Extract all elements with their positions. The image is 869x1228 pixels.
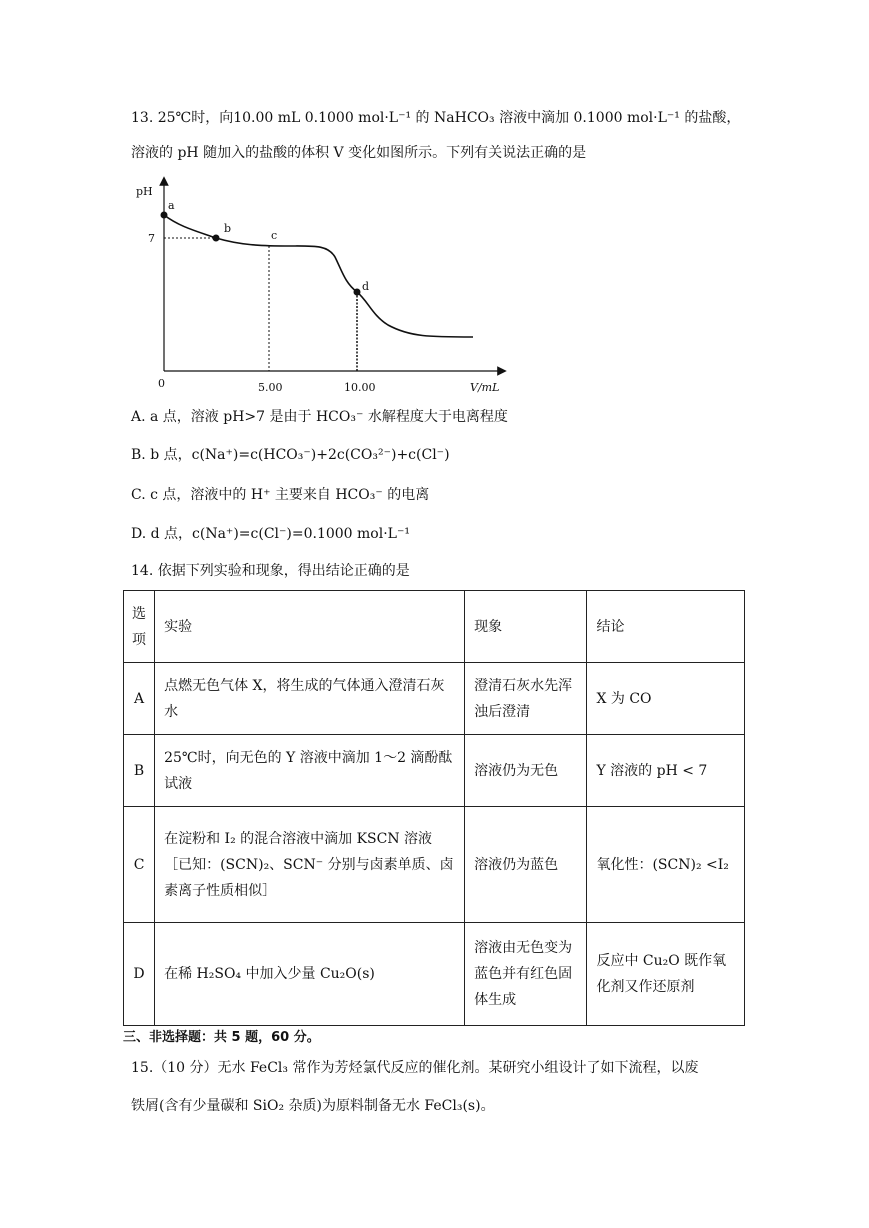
q13-option-d: D. d 点，c(Na⁺)=c(Cl⁻)=0.1000 mol·L⁻¹ [131, 526, 410, 542]
table-row [124, 807, 745, 923]
row-experiment: 在淀粉和 I₂ 的混合溶液中滴加 KSCN 溶液［已知：(SCN)₂、SCN⁻ 分别与卤素单质、卤素离子性质相似］ [155, 807, 465, 923]
header-option: 选项 [124, 591, 155, 663]
y-axis-label: pH [136, 185, 153, 198]
q15-line-1: 15.（10 分）无水 FeCl₃ 常作为芳烃氯代反应的催化剂。某研究小组设计了如下流程，以废 [131, 1060, 699, 1076]
header-conclusion: 结论 [587, 591, 745, 663]
row-experiment: 在稀 H₂SO₄ 中加入少量 Cu₂O(s) [155, 923, 465, 1026]
table-row [124, 735, 745, 807]
ph-titration-graph [130, 175, 510, 400]
row-phenomenon: 溶液仍为蓝色 [465, 807, 587, 923]
row-option: D [124, 923, 155, 1026]
row-conclusion: 氧化性：(SCN)₂ <I₂ [587, 807, 745, 923]
header-phenomenon: 现象 [465, 591, 587, 663]
row-conclusion: Y 溶液的 pH < 7 [587, 735, 745, 807]
row-phenomenon: 澄清石灰水先浑浊后澄清 [465, 663, 587, 735]
row-phenomenon: 溶液仍为无色 [465, 735, 587, 807]
section-3-heading: 三、非选择题：共 5 题，60 分。 [123, 1030, 320, 1045]
row-conclusion: X 为 CO [587, 663, 745, 735]
experiment-table [123, 590, 745, 1026]
point-a [161, 212, 168, 219]
row-option: A [124, 663, 155, 735]
label-a: a [168, 199, 175, 212]
label-b: b [224, 222, 232, 235]
q13-option-c: C. c 点，溶液中的 H⁺ 主要来自 HCO₃⁻ 的电离 [131, 487, 430, 503]
label-c: c [271, 229, 278, 242]
point-d [354, 289, 361, 296]
q13-option-a: A. a 点，溶液 pH>7 是由于 HCO₃⁻ 水解程度大于电离程度 [131, 409, 508, 425]
x-axis-label: V/mL [470, 381, 500, 394]
q13-option-b: B. b 点，c(Na⁺)=c(HCO₃⁻)+2c(CO₃²⁻)+c(Cl⁻) [131, 447, 450, 463]
q13-line-2: 溶液的 pH 随加入的盐酸的体积 V 变化如图所示。下列有关说法正确的是 [131, 145, 587, 161]
q14-stem: 14. 依据下列实验和现象，得出结论正确的是 [131, 563, 410, 579]
row-option: B [124, 735, 155, 807]
x-tick-10: 10.00 [344, 381, 376, 394]
q13-line-1: 13. 25℃时，向10.00 mL 0.1000 mol·L⁻¹ 的 NaHCO₃ 溶液中滴加 0.1000 mol·L⁻¹ 的盐酸， [131, 110, 741, 126]
q15-line-2: 铁屑(含有少量碳和 SiO₂ 杂质)为原料制备无水 FeCl₃(s)。 [131, 1098, 495, 1114]
point-b [213, 235, 220, 242]
y-tick-7: 7 [148, 232, 155, 245]
row-experiment: 25℃时，向无色的 Y 溶液中滴加 1～2 滴酚酞试液 [155, 735, 465, 807]
x-tick-5: 5.00 [258, 381, 283, 394]
header-experiment: 实验 [155, 591, 465, 663]
row-conclusion: 反应中 Cu₂O 既作氧化剂又作还原剂 [587, 923, 745, 1026]
label-d: d [362, 280, 370, 293]
table-row [124, 663, 745, 735]
origin-label: 0 [158, 377, 165, 390]
ph-curve [164, 215, 473, 337]
row-option: C [124, 807, 155, 923]
row-experiment: 点燃无色气体 X，将生成的气体通入澄清石灰水 [155, 663, 465, 735]
table-row [124, 923, 745, 1026]
row-phenomenon: 溶液由无色变为蓝色并有红色固体生成 [465, 923, 587, 1026]
table-header-row [124, 591, 745, 663]
